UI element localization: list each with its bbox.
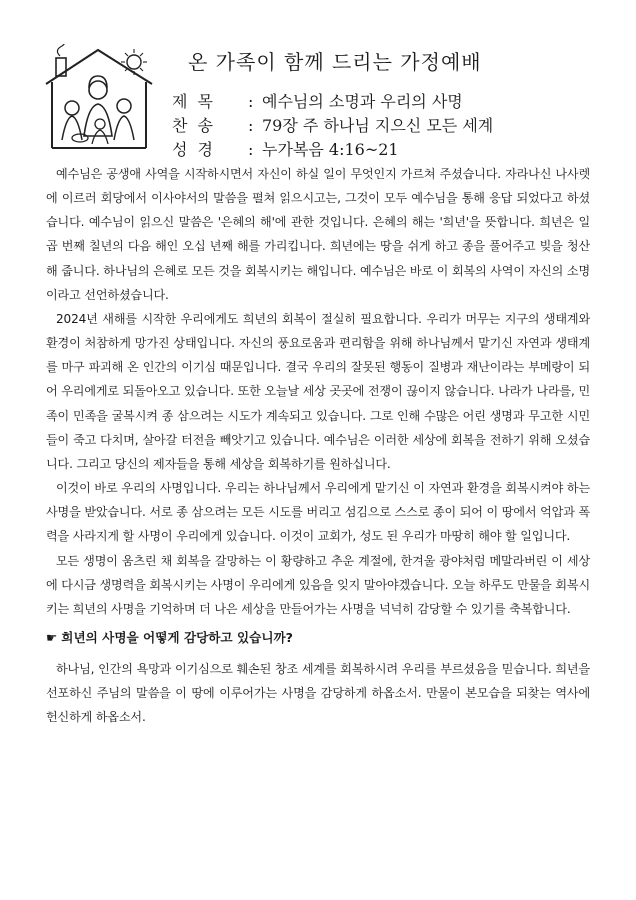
meta-label: 성경	[172, 140, 223, 159]
meta-row-subject	[172, 90, 612, 114]
meta-row-hymn	[172, 114, 612, 138]
family-worship-logo	[40, 44, 158, 154]
page-title: 온 가족이 함께 드리는 가정예배	[188, 50, 482, 74]
sermon-body	[46, 162, 590, 729]
closing-prayer: 하나님, 인간의 욕망과 이기심으로 훼손된 창조 세계를 회복하시려 우리를 부르셨음을 믿습니다. 희년을 선포하신 주님의 말씀을 이 땅에 이루어가는 사명을 감당하게 하옵소서. 만물이 본모습을 되찾는 역사에 헌신하게 하옵소서.	[46, 661, 590, 725]
paragraph: 예수님은 공생애 사역을 시작하시면서 자신이 하실 일이 무엇인지 가르쳐 주셨습니다. 자라나신 나사렛에 이르러 회당에서 이사야서의 말씀을 펼쳐 읽으시고는, 그것이 모두 예수님을 통해 응답 되었다고 하셨습니다. 예수님이 읽으신 말씀은 '은혜의 해'에 관한 것입니다. 은혜의 해는 '희년'을 뜻합니다. 희년은 일곱 번째 칠년의 다음 해인 오십 년째 해를 가리킵니다. 희년에는 땅을 쉬게 하고 종을 풀어주고 빚을 청산해 줍니다. 하나님의 은혜로 모든 것을 회복시키는 해입니다. 예수님은 바로 이 회복의 사역이 자신의 소명이라고 선언하셨습니다.	[46, 167, 590, 302]
meta-label: 찬송	[172, 116, 223, 135]
meta-colon: :	[248, 140, 254, 159]
pointing-hand-icon: ☛	[46, 629, 58, 645]
header	[40, 38, 610, 160]
paragraph: 모든 생명이 움츠린 채 회복을 갈망하는 이 황량하고 추운 계절에, 한겨울 광야처럼 메말라버린 이 세상에 다시금 생명력을 회복시키는 사명이 우리에게 있음을 잊지 말아야겠습니다. 오늘 하루도 만물을 회복시키는 희년의 사명을 기억하며 더 나은 세상을 만들어가는 사명을 넉넉히 감당할 수 있기를 축복합니다.	[46, 553, 590, 616]
meta-row-scripture	[172, 138, 612, 162]
paragraph: 이것이 바로 우리의 사명입니다. 우리는 하나님께서 우리에게 맡기신 이 자연과 환경을 회복시켜야 하는 사명을 받았습니다. 서로 종 삼으려는 모든 시도를 버리고 섬김으로 스스로 종이 되어 이 땅에서 억압과 폭력을 사라지게 할 사명이 우리에게 있습니다. 이것이 교회가, 성도 된 우리가 마땅히 해야 할 일입니다.	[46, 481, 590, 544]
question-text: 희년의 사명을 어떻게 감당하고 있습니까?	[61, 629, 293, 645]
worship-meta	[172, 90, 612, 162]
meta-colon: :	[248, 116, 254, 135]
meta-value-subject: 예수님의 소명과 우리의 사명	[262, 92, 463, 111]
meta-value-scripture: 누가복음 4:16~21	[262, 140, 399, 159]
meta-colon: :	[248, 92, 254, 111]
paragraph: 2024년 새해를 시작한 우리에게도 희년의 회복이 절실히 필요합니다. 우리가 머무는 지구의 생태계와 환경이 처참하게 망가진 상태입니다. 자신의 풍요로움과 편리함을 위해 하나님께서 맡기신 자연과 생태계를 마구 파괴해 온 인간의 이기심 때문입니다. 결국 우리의 잘못된 행동이 질병과 재난이라는 부메랑이 되어 우리에게로 되돌아오고 있습니다. 또한 오늘날 세상 곳곳에 전쟁이 끊이지 않습니다. 나라가 나라를, 민족이 민족을 굴복시켜 종 삼으려는 시도가 계속되고 있습니다. 그로 인해 수많은 어린 생명과 무고한 시민들이 죽고 다치며, 살아갈 터전을 빼앗기고 있습니다. 예수님은 이러한 세상에 회복을 전하기 위해 오셨습니다. 그리고 당신의 제자들을 통해 세상을 회복하기를 원하십니다.	[46, 311, 590, 471]
meta-value-hymn: 79장 주 하나님 지으신 모든 세계	[262, 116, 494, 135]
meta-label: 제목	[172, 92, 223, 111]
reflection-question	[46, 623, 590, 653]
